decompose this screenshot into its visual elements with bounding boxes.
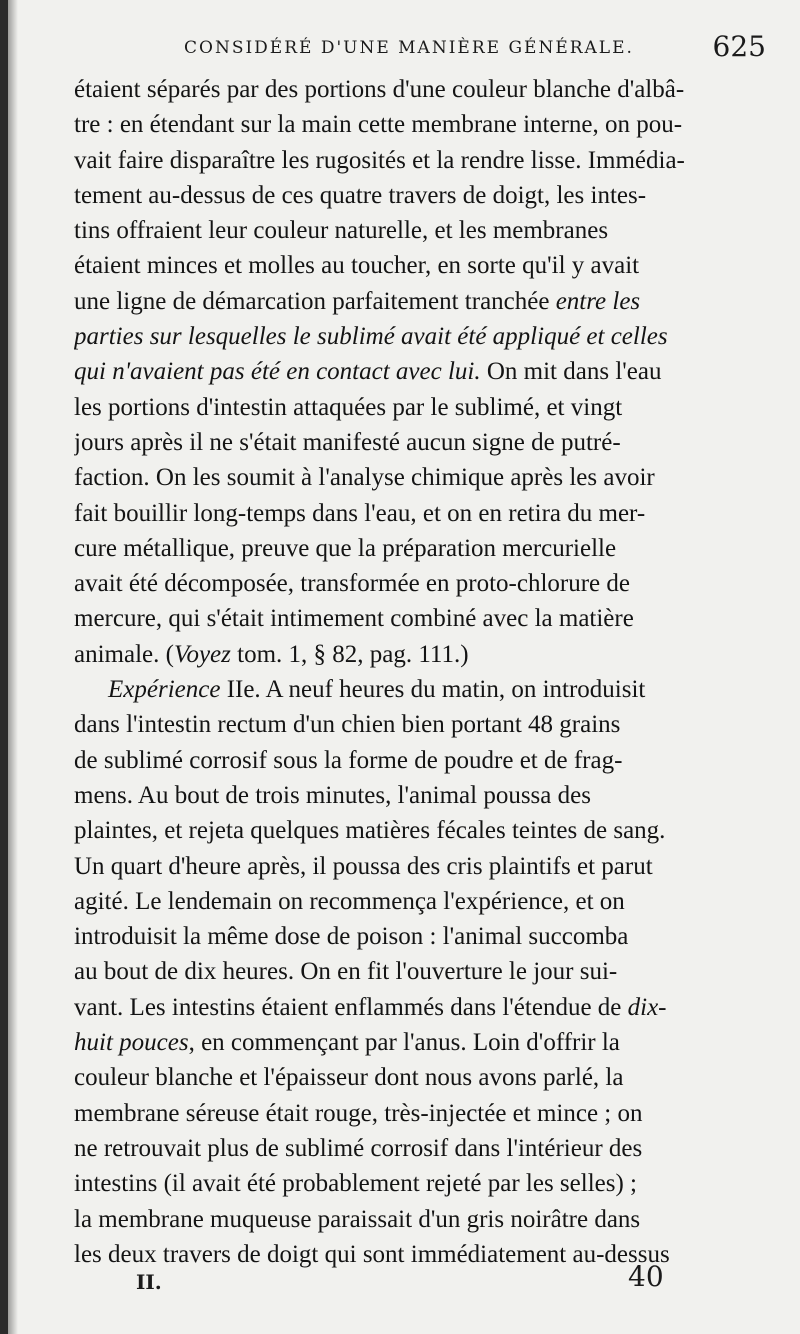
text-line	[74, 1096, 766, 1131]
text-segment: mens. Au bout de trois minutes, l'animal poussa des	[74, 781, 591, 809]
text-segment: étaient séparés par des portions d'une couleur blanche d'albâ-	[74, 76, 685, 103]
text-segment: membrane séreuse était rouge, très-injectée et mince ; on	[74, 1099, 643, 1127]
text-segment: On mit dans l'eau	[480, 358, 662, 386]
text-segment: introduisit la même dose de poison : l'animal succomba	[74, 923, 629, 951]
text-segment: IIe. A neuf heures du matin, on introduisit	[220, 676, 646, 704]
text-line	[74, 178, 766, 213]
text-line	[74, 72, 766, 107]
text-segment: tre : en étendant sur la main cette membrane interne, on pou-	[74, 111, 683, 139]
text-segment: tom. 1, § 82, pag. 111.)	[230, 640, 469, 668]
italic-segment: parties sur lesquelles le sublimé avait été appliqué et celles	[74, 323, 668, 351]
text-segment: au bout de dix heures. On en fit l'ouverture le jour sui-	[74, 958, 618, 986]
text-line	[74, 1025, 766, 1060]
text-segment: la membrane muqueuse paraissait d'un gris noirâtre dans	[74, 1205, 641, 1233]
signature-mark: II.	[136, 1270, 162, 1294]
text-line	[74, 107, 766, 142]
text-line	[74, 143, 766, 178]
text-line	[74, 319, 766, 354]
italic-segment: entre les	[555, 287, 641, 315]
text-line	[74, 566, 766, 601]
text-segment: avait été décomposée, transformée en proto-chlorure de	[74, 570, 630, 598]
text-segment: agité. Le lendemain on recommença l'expérience, et on	[74, 887, 625, 915]
text-line	[74, 213, 766, 248]
text-segment: cure métallique, preuve que la préparation mercurielle	[74, 534, 617, 562]
text-segment: fait bouillir long-temps dans l'eau, et on en retira du mer-	[74, 499, 646, 527]
italic-segment: qui n'avaient pas été en contact avec lui.	[74, 358, 481, 386]
text-segment: vant. Les intestins étaient enflammés dans l'étendue de	[74, 993, 628, 1021]
text-segment: couleur blanche et l'épaisseur dont nous avons parlé, la	[74, 1064, 624, 1092]
text-line	[74, 601, 766, 636]
page-header	[8, 30, 800, 74]
text-line	[74, 672, 766, 707]
text-segment: Un quart d'heure après, il poussa des cris plaintifs et parut	[74, 852, 653, 880]
text-segment: les deux travers de doigt qui sont immédiatement au-dessus	[74, 1240, 670, 1268]
italic-segment: dix-	[627, 993, 667, 1021]
italic-segment: Expérience	[108, 676, 221, 704]
text-segment: tins offraient leur couleur naturelle, et les membranes	[74, 217, 609, 245]
text-segment: intestins (il avait été probablement rejeté par les selles) ;	[74, 1170, 637, 1198]
text-line	[74, 496, 766, 531]
text-line	[74, 849, 766, 884]
running-head: CONSIDÉRÉ D'UNE MANIÈRE GÉNÉRALE.	[184, 38, 634, 58]
text-line	[74, 531, 766, 566]
text-segment: jours après il ne s'était manifesté aucun signe de putré-	[74, 428, 621, 456]
text-line	[74, 425, 766, 460]
text-line	[74, 1202, 766, 1237]
text-line	[74, 990, 766, 1025]
text-line	[74, 637, 766, 672]
page-edge-shadow	[8, 0, 18, 1334]
text-segment: , en commençant par l'anus. Loin d'offrir la	[188, 1029, 620, 1057]
text-segment: une ligne de démarcation parfaitement tranchée	[74, 287, 556, 315]
italic-segment: huit pouces	[74, 1029, 189, 1057]
text-line	[74, 813, 766, 848]
text-line	[74, 1131, 766, 1166]
text-segment: tement au-dessus de ces quatre travers de doigt, les intes-	[74, 181, 647, 209]
italic-segment: Voyez	[173, 640, 231, 668]
text-line	[74, 778, 766, 813]
page-number: 625	[712, 30, 766, 63]
text-segment: ne retrouvait plus de sublimé corrosif dans l'intérieur des	[74, 1134, 643, 1162]
text-line	[74, 954, 766, 989]
page-footer	[8, 1260, 800, 1310]
text-line	[74, 248, 766, 283]
book-page	[8, 0, 800, 1334]
text-line	[74, 354, 766, 389]
text-segment: faction. On les soumit à l'analyse chimique après les avoir	[74, 464, 655, 492]
text-segment: de sublimé corrosif sous la forme de poudre et de frag-	[74, 746, 623, 774]
gathering-number: 40	[628, 1260, 664, 1293]
text-segment: dans l'intestin rectum d'un chien bien portant 48 grains	[74, 711, 621, 739]
text-line	[74, 919, 766, 954]
text-line	[74, 390, 766, 425]
text-segment: vait faire disparaître les rugosités et la rendre lisse. Immédia-	[74, 146, 685, 174]
text-line	[74, 284, 766, 319]
text-segment: étaient minces et molles au toucher, en sorte qu'il y avait	[74, 252, 640, 280]
body-text	[74, 72, 766, 1272]
text-segment: les portions d'intestin attaquées par le sublimé, et vingt	[74, 393, 623, 421]
text-line	[74, 743, 766, 778]
text-line	[74, 460, 766, 495]
text-line	[74, 1166, 766, 1201]
text-segment: animale. (	[74, 640, 174, 668]
text-segment: plaintes, et rejeta quelques matières fécales teintes de sang.	[74, 817, 666, 845]
text-line	[74, 1060, 766, 1095]
text-line	[74, 884, 766, 919]
text-line	[74, 707, 766, 742]
text-segment: mercure, qui s'était intimement combiné avec la matière	[74, 605, 634, 633]
